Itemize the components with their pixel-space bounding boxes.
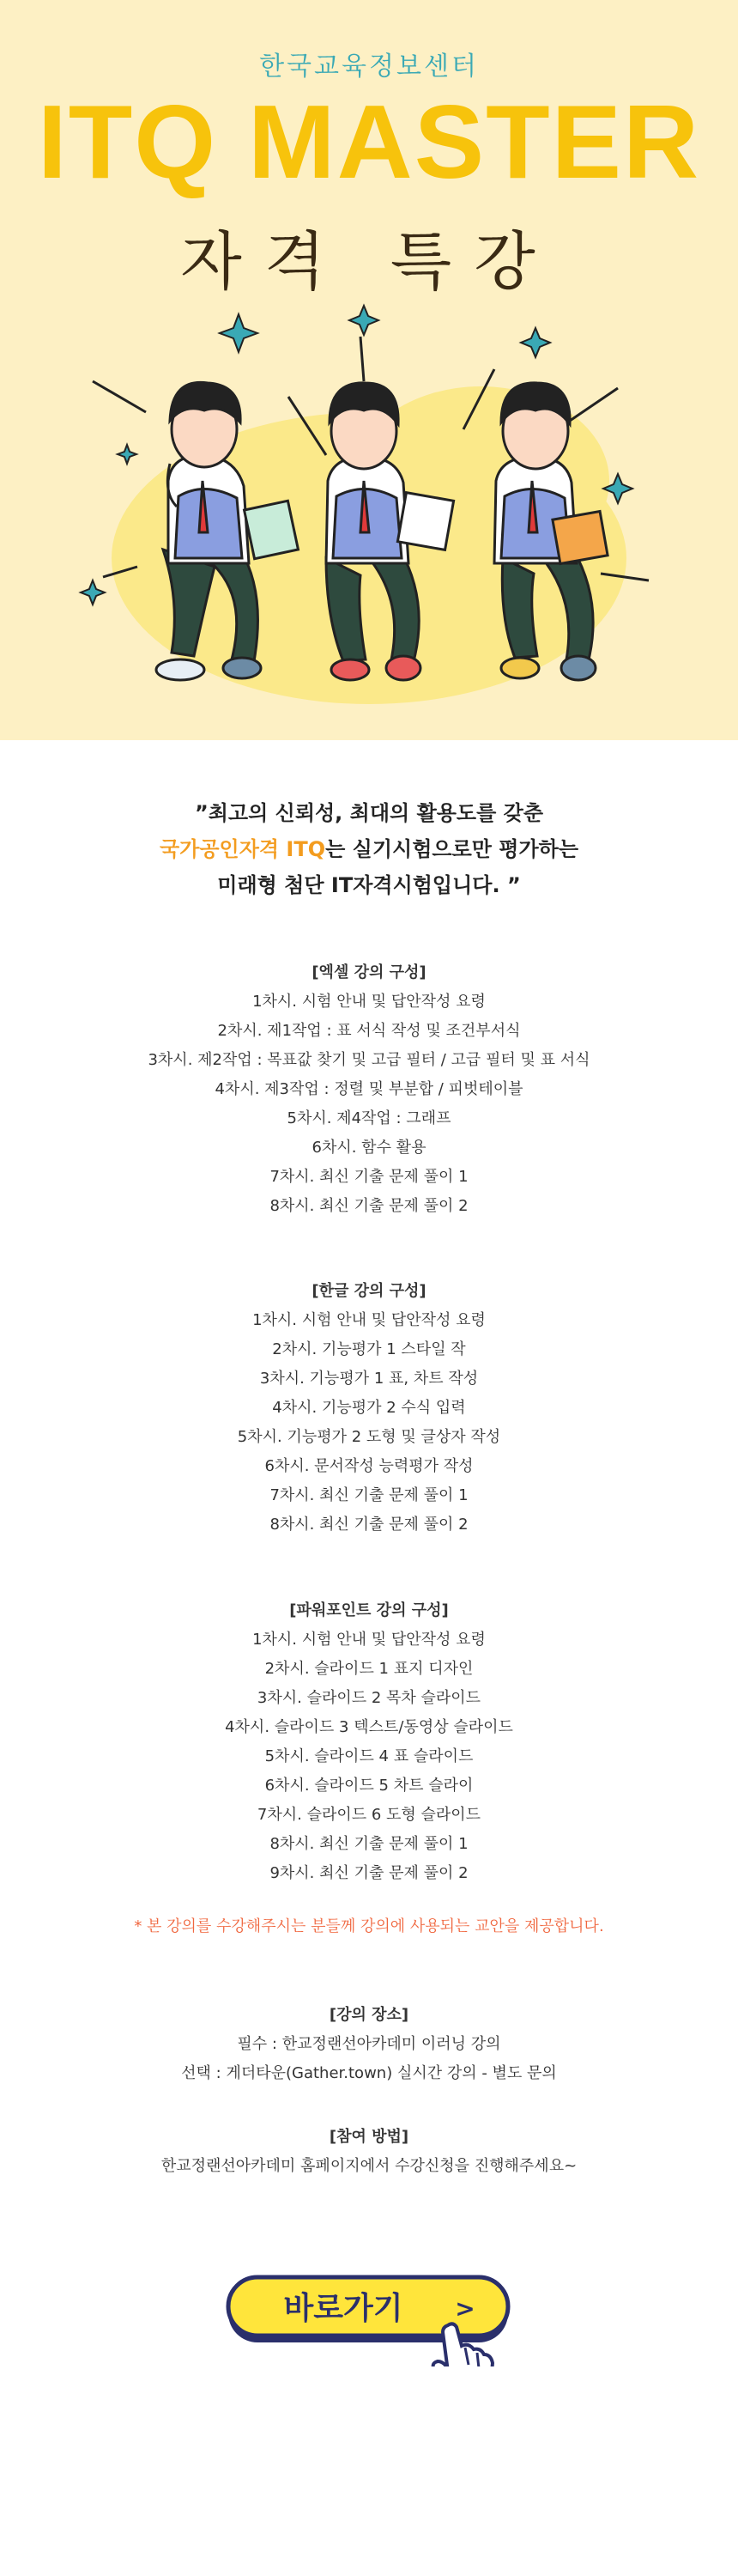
intro-line-3: 미래형 첨단 IT자격시험입니다. ” <box>217 873 521 897</box>
list-item: 8차시. 최신 기출 문제 풀이 2 <box>269 1197 469 1215</box>
list-item: 4차시. 기능평가 2 수식 입력 <box>272 1399 466 1417</box>
excel-curriculum <box>0 958 738 1221</box>
list-item: 2차시. 슬라이드 1 표지 디자인 <box>264 1660 474 1678</box>
shortcut-button-label: 바로가기 <box>283 2291 403 2326</box>
list-item: 5차시. 기능평가 2 도형 및 글상자 작성 <box>237 1428 501 1446</box>
page-subtitle: 자격 특강 <box>180 225 558 299</box>
hangul-heading: [한글 강의 구성] <box>312 1282 426 1300</box>
hero-banner <box>0 0 738 740</box>
shortcut-button[interactable] <box>225 2274 522 2366</box>
join-method <box>0 2123 738 2181</box>
list-item: 4차시. 제3작업 : 정렬 및 부분합 / 피벗테이블 <box>215 1080 523 1098</box>
material-notice: * 본 강의를 수강해주시는 분들께 강의에 사용되는 교안을 제공합니다. <box>134 1917 604 1935</box>
list-item: 4차시. 슬라이드 3 텍스트/동영상 슬라이드 <box>225 1718 513 1736</box>
intro-highlight: 국가공인자격 ITQ <box>159 837 326 861</box>
place-optional: 선택 : 게더타운(Gather.town) 실시간 강의 - 별도 문의 <box>181 2064 557 2082</box>
list-item: 9차시. 최신 기출 문제 풀이 2 <box>269 1864 469 1882</box>
intro-line-1: ”최고의 신뢰성, 최대의 활용도를 갖춘 <box>194 801 544 825</box>
list-item: 6차시. 함수 활용 <box>312 1139 426 1157</box>
intro-line-2-rest: 는 실기시험으로만 평가하는 <box>325 837 579 861</box>
hangul-curriculum <box>0 1277 738 1540</box>
list-item: 1차시. 시험 안내 및 답안작성 요령 <box>252 1311 486 1329</box>
list-item: 6차시. 슬라이드 5 차트 슬라이 <box>264 1777 474 1795</box>
list-item: 8차시. 최신 기출 문제 풀이 1 <box>269 1835 469 1853</box>
powerpoint-heading: [파워포인트 강의 구성] <box>289 1601 449 1619</box>
place-heading: [강의 장소] <box>329 2006 409 2024</box>
list-item: 2차시. 기능평가 1 스타일 작 <box>272 1340 466 1358</box>
list-item: 7차시. 최신 기출 문제 풀이 1 <box>269 1168 469 1186</box>
list-item: 7차시. 최신 기출 문제 풀이 1 <box>269 1486 469 1504</box>
intro-line-2 <box>0 831 738 867</box>
brand-name: 한국교육정보센터 <box>259 52 479 82</box>
students-illustration <box>0 0 738 740</box>
list-item: 7차시. 슬라이드 6 도형 슬라이드 <box>257 1806 481 1824</box>
list-item: 3차시. 제2작업 : 목표값 찾기 및 고급 필터 / 고급 필터 및 표 서식 <box>148 1051 590 1069</box>
list-item: 1차시. 시험 안내 및 답안작성 요령 <box>252 1631 486 1649</box>
chevron-right-icon: > <box>455 2294 475 2323</box>
join-heading: [참여 방법] <box>329 2128 409 2146</box>
list-item: 3차시. 슬라이드 2 목차 슬라이드 <box>257 1689 481 1707</box>
list-item: 1차시. 시험 안내 및 답안작성 요령 <box>252 993 486 1011</box>
list-item: 6차시. 문서작성 능력평가 작성 <box>264 1457 474 1475</box>
intro-quote <box>0 795 738 903</box>
place-required: 필수 : 한교정랜선아카데미 이러닝 강의 <box>237 2035 501 2053</box>
join-text: 한교정랜선아카데미 홈페이지에서 수강신청을 진행해주세요~ <box>160 2157 578 2175</box>
page-title: ITQ MASTER <box>37 83 701 200</box>
lecture-place <box>0 2001 738 2088</box>
list-item: 5차시. 제4작업 : 그래프 <box>287 1109 451 1127</box>
list-item: 3차시. 기능평가 1 표, 차트 작성 <box>259 1370 479 1388</box>
list-item: 5차시. 슬라이드 4 표 슬라이드 <box>264 1747 474 1765</box>
list-item: 8차시. 최신 기출 문제 풀이 2 <box>269 1516 469 1534</box>
excel-heading: [엑셀 강의 구성] <box>312 963 426 981</box>
list-item: 2차시. 제1작업 : 표 서식 작성 및 조건부서식 <box>217 1022 521 1040</box>
powerpoint-curriculum <box>0 1596 738 1888</box>
